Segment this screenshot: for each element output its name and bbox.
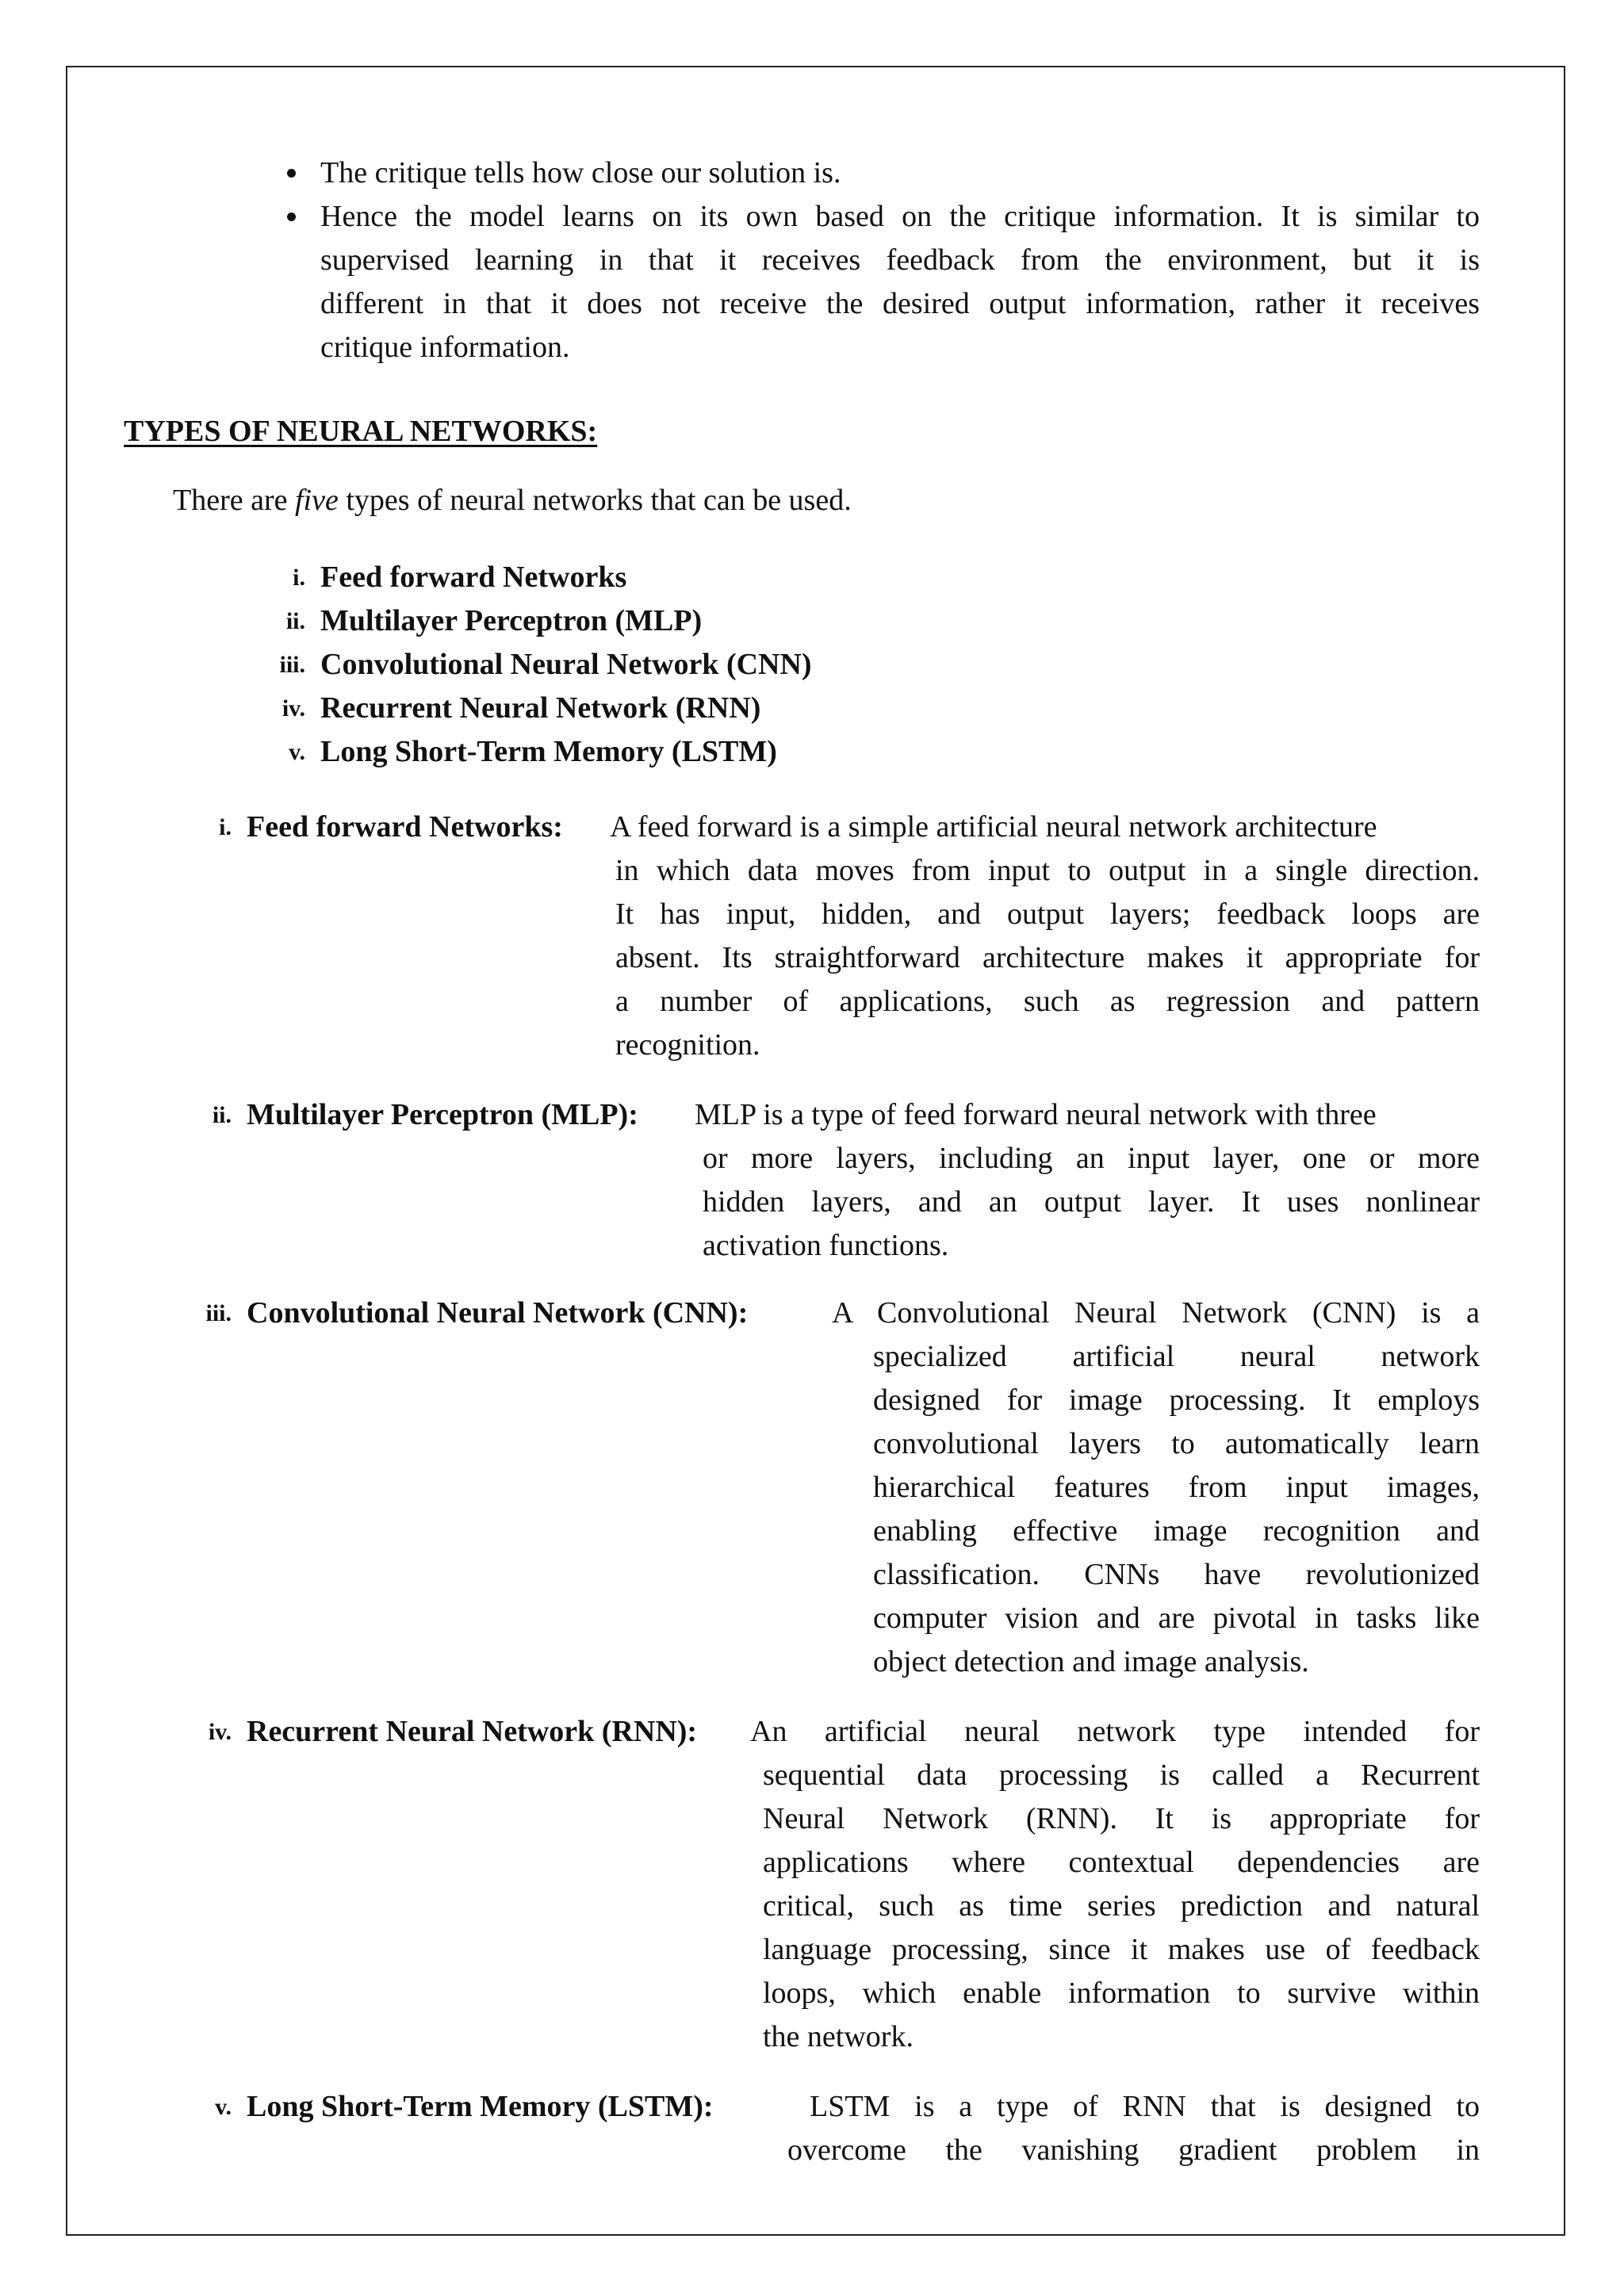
def-line: designed for image processing. It employs (873, 1383, 1480, 1417)
def-line: object detection and image analysis. (873, 1645, 1309, 1678)
def-heading-mlp: Multilayer Perceptron (MLP): (247, 1098, 638, 1131)
list-item: Feed forward Networks (320, 561, 627, 594)
list-number: iii. (279, 652, 305, 678)
def-line: hierarchical features from input images, (873, 1471, 1480, 1504)
def-number: ii. (212, 1102, 232, 1128)
def-line: A Convolutional Neural Network (CNN) is a (832, 1296, 1480, 1330)
def-number: i. (219, 814, 232, 840)
def-line: activation functions. (703, 1229, 949, 1262)
def-line: classification. CNNs have revolutionized (873, 1558, 1480, 1591)
intro-pre: There are (173, 484, 295, 517)
list-number: iv. (282, 695, 305, 721)
def-number: iii. (205, 1300, 232, 1326)
def-line: MLP is a type of feed forward neural network with three (695, 1098, 1377, 1131)
def-line: Neural Network (RNN). It is appropriate for (763, 1802, 1480, 1835)
def-line: hidden layers, and an output layer. It uses nonlinear (703, 1185, 1480, 1219)
section-title: TYPES OF NEURAL NETWORKS: (124, 415, 598, 448)
def-line: overcome the vanishing gradient problem in (787, 2133, 1480, 2167)
def-line: language processing, since it makes use of feedback (763, 1933, 1480, 1966)
def-line: A feed forward is a simple artificial neural network architecture (610, 810, 1377, 844)
def-number: iv. (208, 1719, 232, 1745)
def-line: or more layers, including an input layer, one or more (703, 1142, 1480, 1175)
def-heading-rnn: Recurrent Neural Network (RNN): (247, 1715, 698, 1748)
def-line: a number of applications, such as regression and pattern (615, 985, 1480, 1018)
def-line: sequential data processing is called a Recurrent (763, 1758, 1480, 1792)
def-line: enabling effective image recognition and (873, 1514, 1480, 1548)
def-line: in which data moves from input to output in a single direction. (615, 854, 1480, 887)
def-line: absent. Its straightforward architecture makes it appropriate for (615, 941, 1480, 974)
def-line: convolutional layers to automatically learn (873, 1427, 1480, 1460)
intro-emphasis: five (295, 484, 339, 517)
def-line: recognition. (615, 1028, 760, 1062)
list-number: ii. (285, 608, 305, 634)
list-number: i. (293, 564, 305, 591)
bullet-text-1: The critique tells how close our solution is. (320, 156, 841, 189)
bullet-text-2-line: Hence the model learns on its own based on the critique information. It is similar to (320, 200, 1480, 233)
def-line: An artificial neural network type intended for (750, 1715, 1480, 1748)
list-item: Multilayer Perceptron (MLP) (320, 604, 703, 637)
def-heading-lstm: Long Short-Term Memory (LSTM): (247, 2090, 714, 2123)
def-heading-feed-forward: Feed forward Networks: (247, 810, 563, 844)
def-number: v. (215, 2094, 232, 2120)
intro-post: types of neural networks that can be used. (338, 484, 852, 517)
def-line: LSTM is a type of RNN that is designed to (810, 2090, 1480, 2123)
def-line: loops, which enable information to survive within (763, 1976, 1480, 2010)
list-number: v. (289, 739, 305, 765)
bullet-dot (287, 169, 296, 178)
def-line: It has input, hidden, and output layers; feedback loops are (615, 897, 1480, 931)
bullet-dot (287, 212, 296, 221)
list-item: Recurrent Neural Network (RNN) (320, 691, 761, 725)
def-line: computer vision and are pivotal in tasks like (873, 1601, 1480, 1635)
def-line: specialized artificial neural network (873, 1340, 1480, 1373)
def-line: the network. (763, 2020, 914, 2053)
section-intro (173, 479, 852, 522)
bullet-text-2-line: different in that it does not receive the desired output information, rather it receives (320, 287, 1480, 320)
bullet-text-2-line: critique information. (320, 331, 570, 364)
list-item: Long Short-Term Memory (LSTM) (320, 735, 777, 768)
bullet-text-2-line: supervised learning in that it receives feedback from the environment, but it is (320, 243, 1480, 277)
list-item: Convolutional Neural Network (CNN) (320, 648, 812, 681)
def-heading-cnn: Convolutional Neural Network (CNN): (247, 1296, 749, 1330)
def-line: critical, such as time series prediction and natural (763, 1889, 1480, 1923)
def-line: applications where contextual dependencies are (763, 1846, 1480, 1879)
